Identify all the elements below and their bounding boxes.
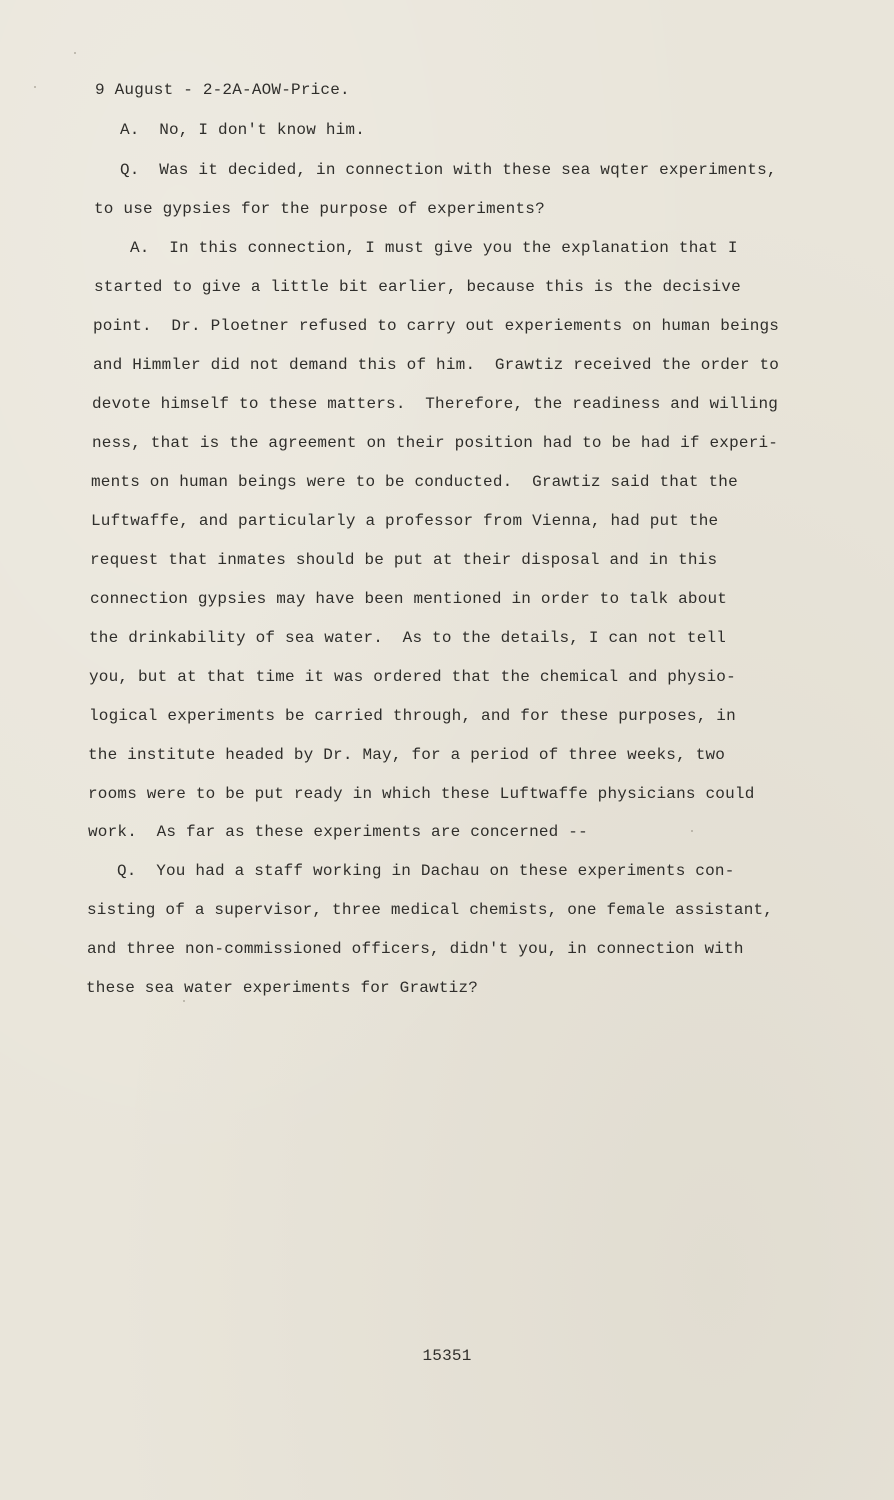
paper-speck [691, 830, 693, 832]
text-line: work. As far as these experiments are concerned -- [88, 823, 588, 841]
text-line: point. Dr. Ploetner refused to carry out experiements on human beings [93, 317, 780, 335]
text-line: ness, that is the agreement on their position had to be had if experi- [92, 434, 779, 452]
text-line: the institute headed by Dr. May, for a period of three weeks, two [88, 746, 726, 764]
text-line: devote himself to these matters. Therefore, the readiness and willing [92, 395, 779, 413]
text-line: logical experiments be carried through, and for these purposes, in [89, 707, 736, 725]
text-line: request that inmates should be put at their disposal and in this [90, 551, 718, 569]
question-line: Q. Was it decided, in connection with these sea wqter experiments, [120, 161, 777, 179]
text-line: the drinkability of sea water. As to the details, I can not tell [89, 629, 727, 647]
text-line: started to give a little bit earlier, because this is the decisive [94, 278, 741, 296]
answer-line: A. In this connection, I must give you the explanation that I [130, 239, 738, 257]
text-line: and Himmler did not demand this of him. Grawtiz received the order to [93, 356, 780, 374]
paper-speck [34, 86, 36, 88]
text-line: connection gypsies may have been mentioned in order to talk about [90, 590, 728, 608]
text-line: sisting of a supervisor, three medical chemists, one female assistant, [87, 901, 774, 919]
paper-speck [183, 1000, 185, 1002]
text-line: you, but at that time it was ordered that the chemical and physio- [89, 668, 736, 686]
answer-line: A. No, I don't know him. [120, 121, 366, 139]
text-line: rooms were to be put ready in which these Luftwaffe physicians could [88, 785, 755, 803]
text-line: ments on human beings were to be conducted. Grawtiz said that the [91, 473, 738, 491]
text-line: to use gypsies for the purpose of experiments? [94, 200, 545, 218]
question-line: Q. You had a staff working in Dachau on these experiments con- [117, 862, 735, 880]
page-header: 9 August - 2-2A-AOW-Price. [95, 81, 350, 99]
text-line: Luftwaffe, and particularly a professor from Vienna, had put the [91, 512, 719, 530]
text-line: and three non-commissioned officers, didn't you, in connection with [87, 940, 744, 958]
page-number: 15351 [422, 1347, 472, 1365]
text-line: these sea water experiments for Grawtiz? [86, 979, 479, 997]
paper-speck [74, 52, 76, 54]
